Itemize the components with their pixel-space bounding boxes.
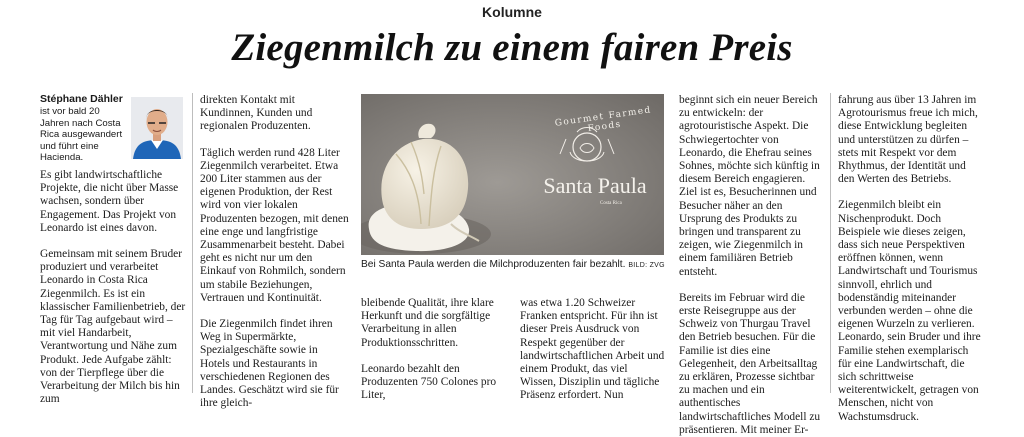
paragraph: Die Ziegenmilch findet ihren Weg in Supermärkte, Spezialgeschäfte sowie in Hotels und Restaurants in verschiedenen Regionen des Landes. Geschätzt wird sie für ihre gleich- [200, 318, 339, 410]
author-bio-text: ist vor bald 20 Jahren nach Costa Rica ausgewandert und führt eine Hacienda. [40, 106, 123, 164]
column-rule-1 [192, 93, 193, 393]
paragraph: Gemeinsam mit seinem Bruder produziert und verarbeitet Leonardo in Costa Rica Ziegenmilch. Es ist ein klassischer Familienbetrieb, der Tag für Tag aufgebaut wird – mit viel Handarbeit, Verantwortung und Nähe zum Produkt. Jede Aufgabe zählt: von der Tierpflege über die Verarbeitung der Milch bis hin zum [40, 248, 186, 406]
text-column-1 [40, 169, 186, 406]
author-portrait [131, 97, 183, 159]
paragraph: direkten Kontakt mit Kundinnen, Kunden und regionalen Produzenten. [200, 94, 313, 133]
paragraph: Ziegenmilch bleibt ein Nischenprodukt. Doch Beispiele wie dieses zeigen, dass sich neue Perspektiven eröffnen können, wenn Landwirtschaft und Tourismus sinnvoll, ehrlich und bodenständig miteinander verbunden werden – ohne die eigenen Wurzeln zu verlieren. Leonardo, sein Bruder und ihre Familie stehen exemplarisch für eine Landwirtschaft, die sich schrittweise weiterentwickelt, getragen von Menschen, nicht von Wachstumsdruck. [838, 199, 981, 423]
brand-tagline: Gourmet Farmed Foods [554, 105, 653, 135]
photo-caption [361, 258, 666, 272]
column-rule-2 [830, 93, 831, 393]
paragraph: Es gibt landwirtschaftliche Projekte, die nicht über Masse wachsen, sondern über Engagement. Das Projekt von Leonardo ist eines davon. [40, 169, 179, 234]
text-column-6 [838, 94, 984, 424]
text-column-5 [679, 94, 825, 437]
column-kicker: Kolumne [482, 4, 542, 20]
paragraph: was etwa 1.20 Schweizer Franken entspricht. Für ihn ist dieser Preis Ausdruck von Respekt gegenüber der landwirtschaftlichen Arbeit und einem Produkt, das viel Wissen, Disziplin und tägliche Präsenz erfordert. Nun [520, 297, 665, 402]
author-name: Stéphane Dähler [40, 93, 123, 105]
text-column-4 [520, 297, 666, 403]
text-column-3 [361, 297, 507, 402]
paragraph: fahrung aus über 13 Jahren im Agrotourismus freue ich mich, diese Entwicklung begleiten und unterstützen zu dürfen – stets mit Respekt vor dem Rhythmus, der Identität und den Werten des Betriebs. [838, 94, 978, 186]
caption-text: Bei Santa Paula werden die Milchproduzenten fair bezahlt. [361, 259, 626, 270]
paragraph: Leonardo bezahlt den Produzenten 750 Colones pro Liter, [361, 362, 497, 402]
text-column-2 [200, 94, 350, 410]
photo-credit: BILD: ZVG [628, 262, 665, 269]
brand-name: Santa Paula [543, 173, 647, 198]
author-bio [40, 93, 130, 164]
paragraph: Bereits im Februar wird die erste Reisegruppe aus der Schweiz von Thurgau Travel den Betrieb besuchen. Für die Familie ist dies eine Gelegenheit, den Arbeitsalltag zu erklären, Prozesse sichtbar zu machen und ein authentisches landwirtschaftliches Modell zu präsentieren. Mit meiner Er- [679, 291, 821, 436]
paragraph: Täglich werden rund 428 Liter Ziegenmilch verarbeitet. Etwa 200 Liter stammen aus der eigenen Produktion, der Rest wird von vier lokalen Produzenten bezogen, mit denen eine enge und langfristige Zusammenarbeit besteht. Dabei geht es nicht nur um den Einkauf von Rohmilch, sondern um stabile Beziehungen, Vertrauen und Kontinuität. [200, 146, 349, 304]
article-headline: Ziegenmilch zu einem fairen Preis [231, 26, 793, 69]
brand-subline: Costa Rica [600, 201, 622, 206]
paragraph: beginnt sich ein neuer Bereich zu entwickeln: der agrotouristische Aspekt. Die Schwiegertochter von Leonardo, die Ehefrau seines Sohnes, möchte sich künftig in diesem Bereich engagieren. Ziel ist es, Besucherinnen und Besucher näher an den Ursprung des Produkts zu bringen und transparent zu zeigen, wie Ziegenmilch in einem familiären Betrieb entsteht. [679, 94, 820, 278]
paragraph: bleibende Qualität, ihre klare Herkunft und die sorgfältige Verarbeitung in allen Produktionsschritten. [361, 297, 494, 349]
